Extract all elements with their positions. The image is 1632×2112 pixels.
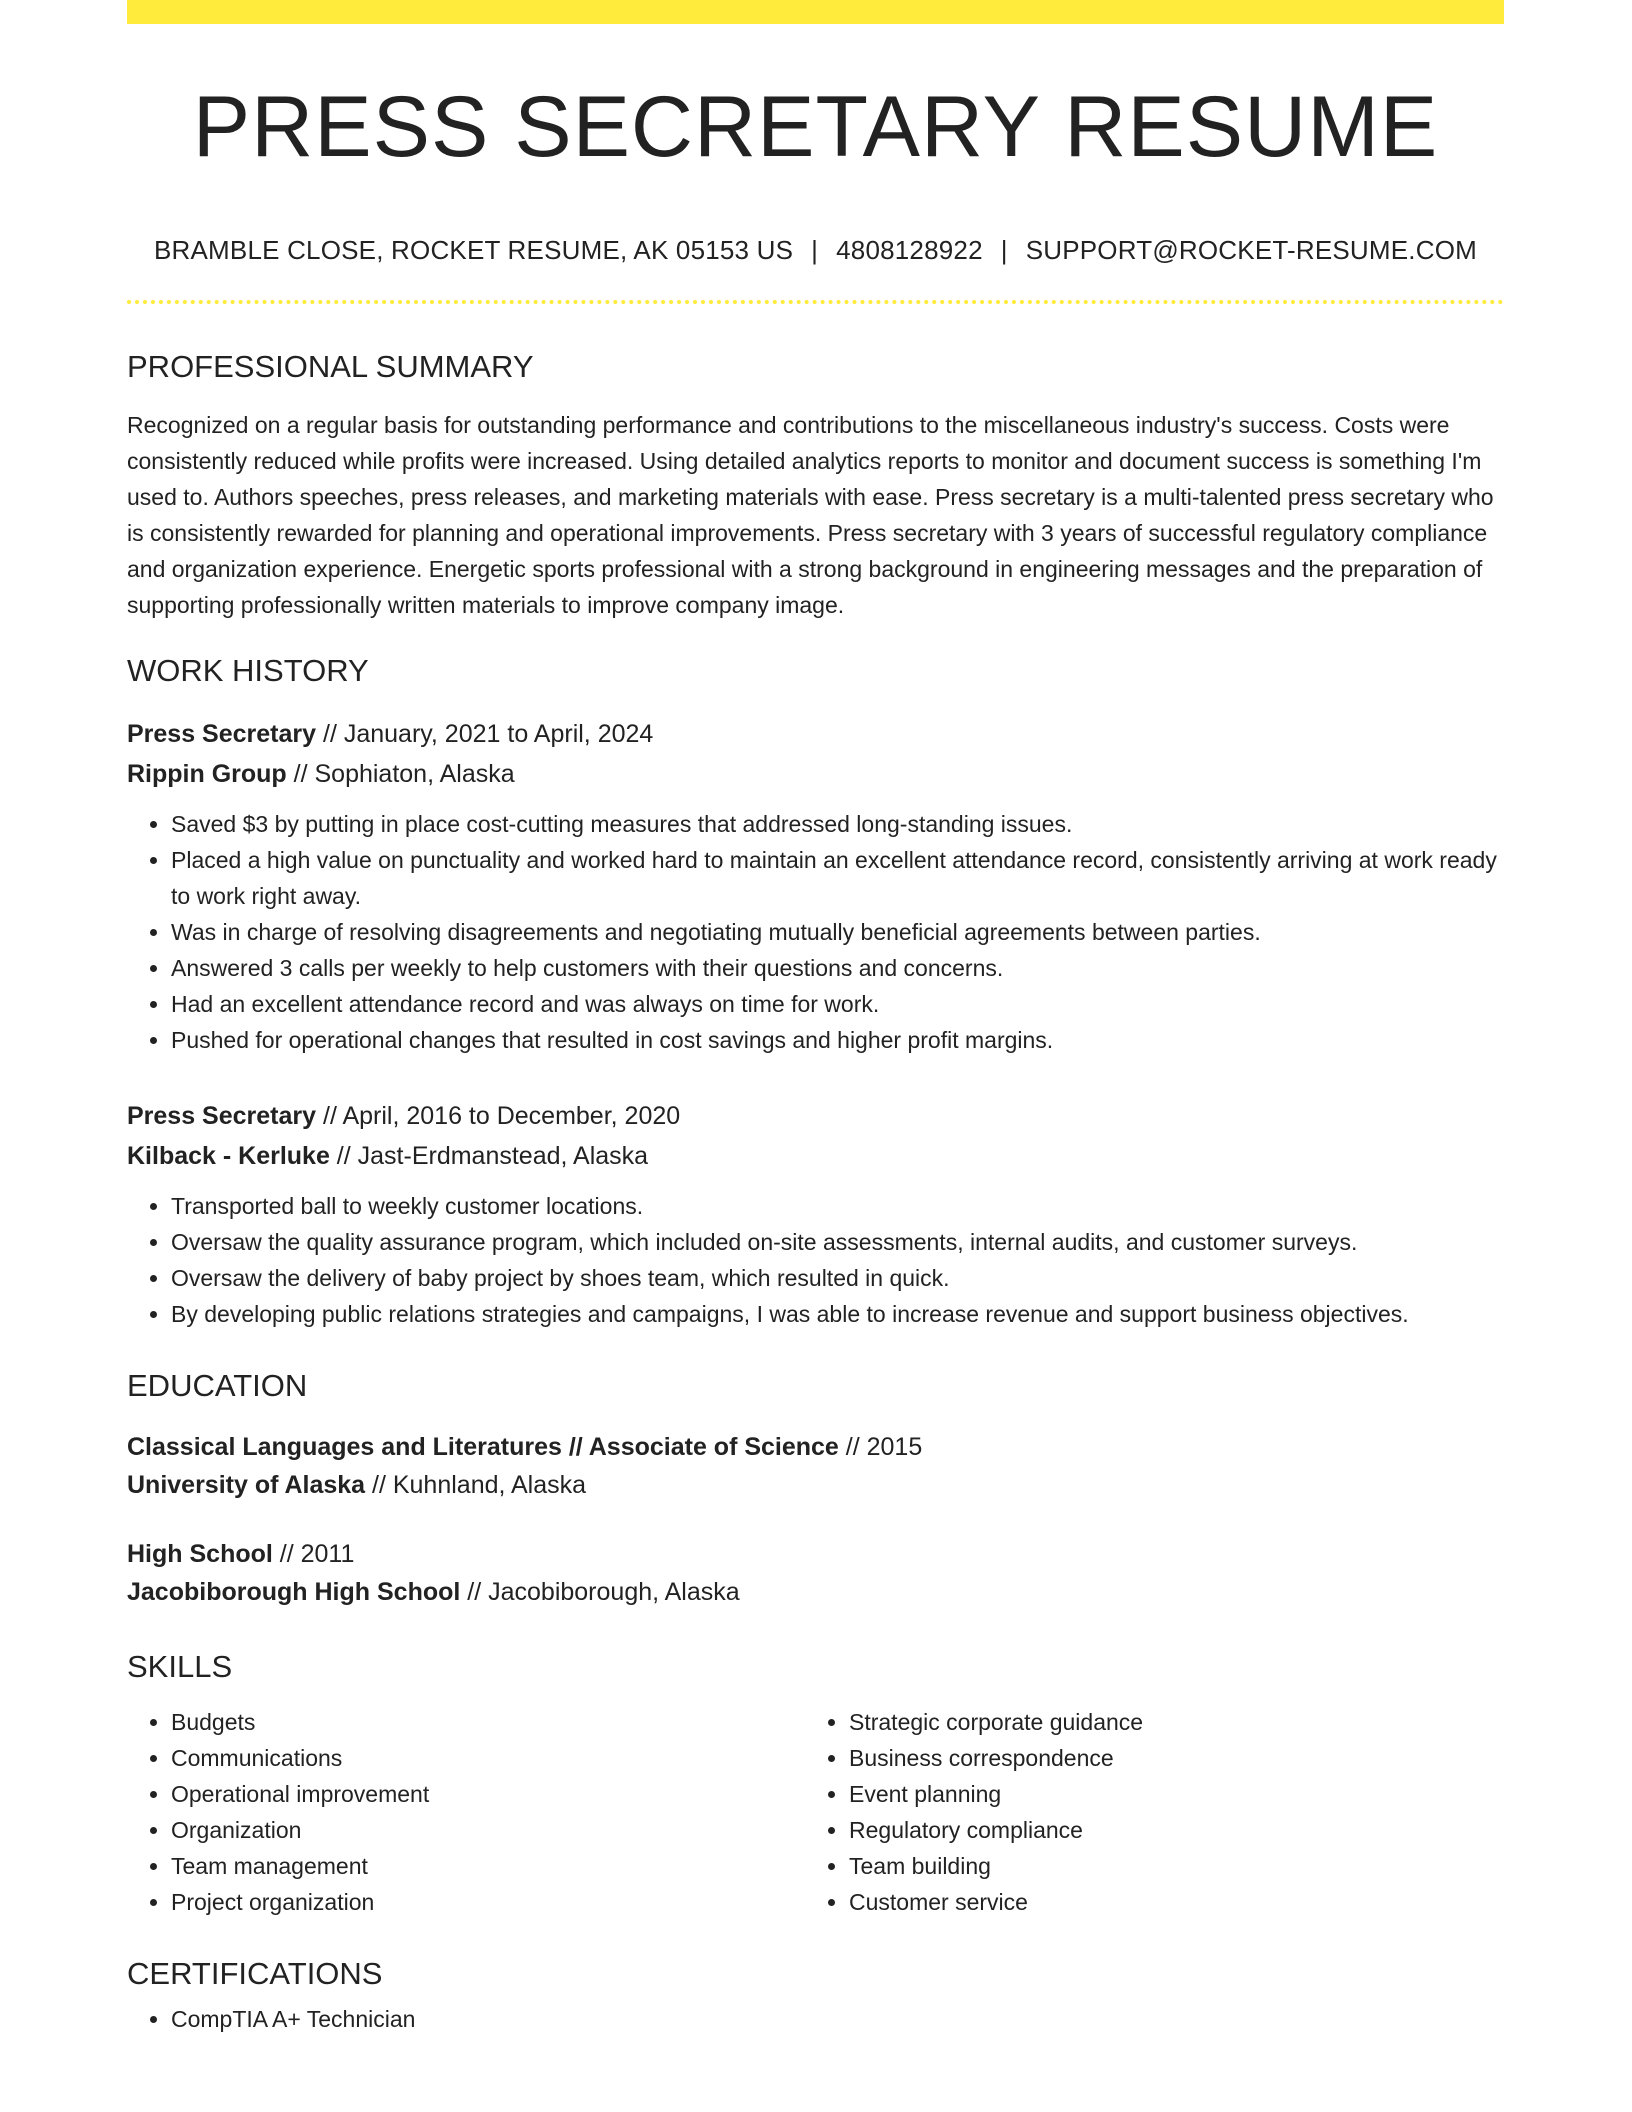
skill-item: • Customer service xyxy=(849,1884,1483,1920)
skill-item: • Strategic corporate guidance xyxy=(849,1704,1483,1740)
job-bullet: • Oversaw the quality assurance program, which included on-site assessments, internal audits, and customer surveys. xyxy=(171,1224,1504,1260)
education-year: // 2011 xyxy=(272,1540,355,1568)
work-history-heading: WORK HISTORY xyxy=(127,653,369,688)
education-degree: High School xyxy=(127,1540,273,1568)
job-title-line xyxy=(127,714,1504,754)
accent-top-bar xyxy=(127,0,1504,24)
summary-text: Recognized on a regular basis for outstanding performance and contributions to the miscellaneous industry's success. Costs were consistently reduced while profits were increased. Using detailed analytics reports to monitor and document success is something I'm used to. Authors speeches, press releases, and marketing materials with ease. Press secretary is a multi-talented press secretary who is consistently rewarded for planning and operational improvements. Press secretary with 3 years of successful regulatory compliance and organization experience. Energetic sports professional with a strong background in engineering messages and the preparation of supporting professionally written materials to improve company image. xyxy=(127,412,1494,618)
job-company: Rippin Group xyxy=(127,760,287,788)
certifications-list xyxy=(127,2001,1504,2037)
skill-item: • Team management xyxy=(171,1848,805,1884)
skills-heading: SKILLS xyxy=(127,1649,233,1684)
job-entry xyxy=(127,714,1504,1058)
certifications-heading: CERTIFICATIONS xyxy=(127,1956,383,1991)
contact-address: BRAMBLE CLOSE, ROCKET RESUME, AK 05153 US xyxy=(153,235,794,265)
skill-item: • Operational improvement xyxy=(171,1776,805,1812)
job-title: Press Secretary xyxy=(127,720,317,748)
education-school-line xyxy=(127,1573,1504,1611)
summary-heading: PROFESSIONAL SUMMARY xyxy=(127,349,534,384)
education-entry xyxy=(127,1428,1504,1504)
job-title-line xyxy=(127,1096,1504,1136)
contact-email: SUPPORT@ROCKET-RESUME.COM xyxy=(1025,235,1477,265)
skill-item: • Team building xyxy=(849,1848,1483,1884)
resume-page xyxy=(127,0,1504,2037)
skill-item: • Organization xyxy=(171,1812,805,1848)
contact-phone: 4808128922 xyxy=(836,235,983,265)
skill-item: • Budgets xyxy=(171,1704,805,1740)
job-bullet: • Transported ball to weekly customer locations. xyxy=(171,1188,1504,1224)
skills-column-left xyxy=(127,1704,805,1920)
job-bullet: • Placed a high value on punctuality and worked hard to maintain an excellent attendance record, consistently arriving at work ready to work right away. xyxy=(171,842,1504,914)
job-dates: // April, 2016 to December, 2020 xyxy=(316,1102,681,1130)
contact-line xyxy=(127,237,1504,263)
skill-item: • Event planning xyxy=(849,1776,1483,1812)
skill-item: • Project organization xyxy=(171,1884,805,1920)
skills-grid xyxy=(127,1704,1504,1920)
job-bullet-list xyxy=(127,1188,1504,1332)
job-bullet-list xyxy=(127,806,1504,1058)
job-location: // Jast-Erdmanstead, Alaska xyxy=(329,1142,649,1170)
education-heading: EDUCATION xyxy=(127,1368,308,1403)
job-bullet: • Had an excellent attendance record and was always on time for work. xyxy=(171,986,1504,1022)
skill-item: • Regulatory compliance xyxy=(849,1812,1483,1848)
job-bullet: • By developing public relations strategies and campaigns, I was able to increase revenue and support business objectives. xyxy=(171,1296,1504,1332)
education-degree-line xyxy=(127,1535,1504,1573)
contact-separator: | xyxy=(1000,235,1008,265)
job-bullet: • Was in charge of resolving disagreements and negotiating mutually beneficial agreements between parties. xyxy=(171,914,1504,950)
job-bullet: • Oversaw the delivery of baby project by shoes team, which resulted in quick. xyxy=(171,1260,1504,1296)
dotted-divider xyxy=(127,300,1504,304)
job-bullet: • Saved $3 by putting in place cost-cutting measures that addressed long-standing issues. xyxy=(171,806,1504,842)
skill-item: • Communications xyxy=(171,1740,805,1776)
education-entry xyxy=(127,1535,1504,1611)
job-company: Kilback - Kerluke xyxy=(127,1142,330,1170)
skills-column-right xyxy=(805,1704,1483,1920)
education-school-line xyxy=(127,1466,1504,1504)
contact-separator: | xyxy=(811,235,819,265)
job-bullet: • Pushed for operational changes that resulted in cost savings and higher profit margins. xyxy=(171,1022,1504,1058)
education-school: University of Alaska xyxy=(127,1471,366,1499)
education-location: // Jacobiborough, Alaska xyxy=(460,1578,740,1606)
education-school: Jacobiborough High School xyxy=(127,1578,461,1606)
education-degree: Classical Languages and Literatures // Associate of Science xyxy=(127,1433,839,1461)
job-bullet: • Answered 3 calls per weekly to help customers with their questions and concerns. xyxy=(171,950,1504,986)
job-title: Press Secretary xyxy=(127,1102,317,1130)
job-entry xyxy=(127,1096,1504,1332)
job-company-line xyxy=(127,754,1504,794)
skills-list xyxy=(805,1704,1483,1920)
education-year: // 2015 xyxy=(838,1433,923,1461)
education-degree-line xyxy=(127,1428,1504,1466)
certification-item: • CompTIA A+ Technician xyxy=(171,2001,1504,2037)
skill-item: • Business correspondence xyxy=(849,1740,1483,1776)
job-company-line xyxy=(127,1136,1504,1176)
education-location: // Kuhnland, Alaska xyxy=(365,1471,587,1499)
job-dates: // January, 2021 to April, 2024 xyxy=(316,720,654,748)
resume-title: PRESS SECRETARY RESUME xyxy=(192,79,1439,175)
job-location: // Sophiaton, Alaska xyxy=(286,760,515,788)
skills-list xyxy=(127,1704,805,1920)
